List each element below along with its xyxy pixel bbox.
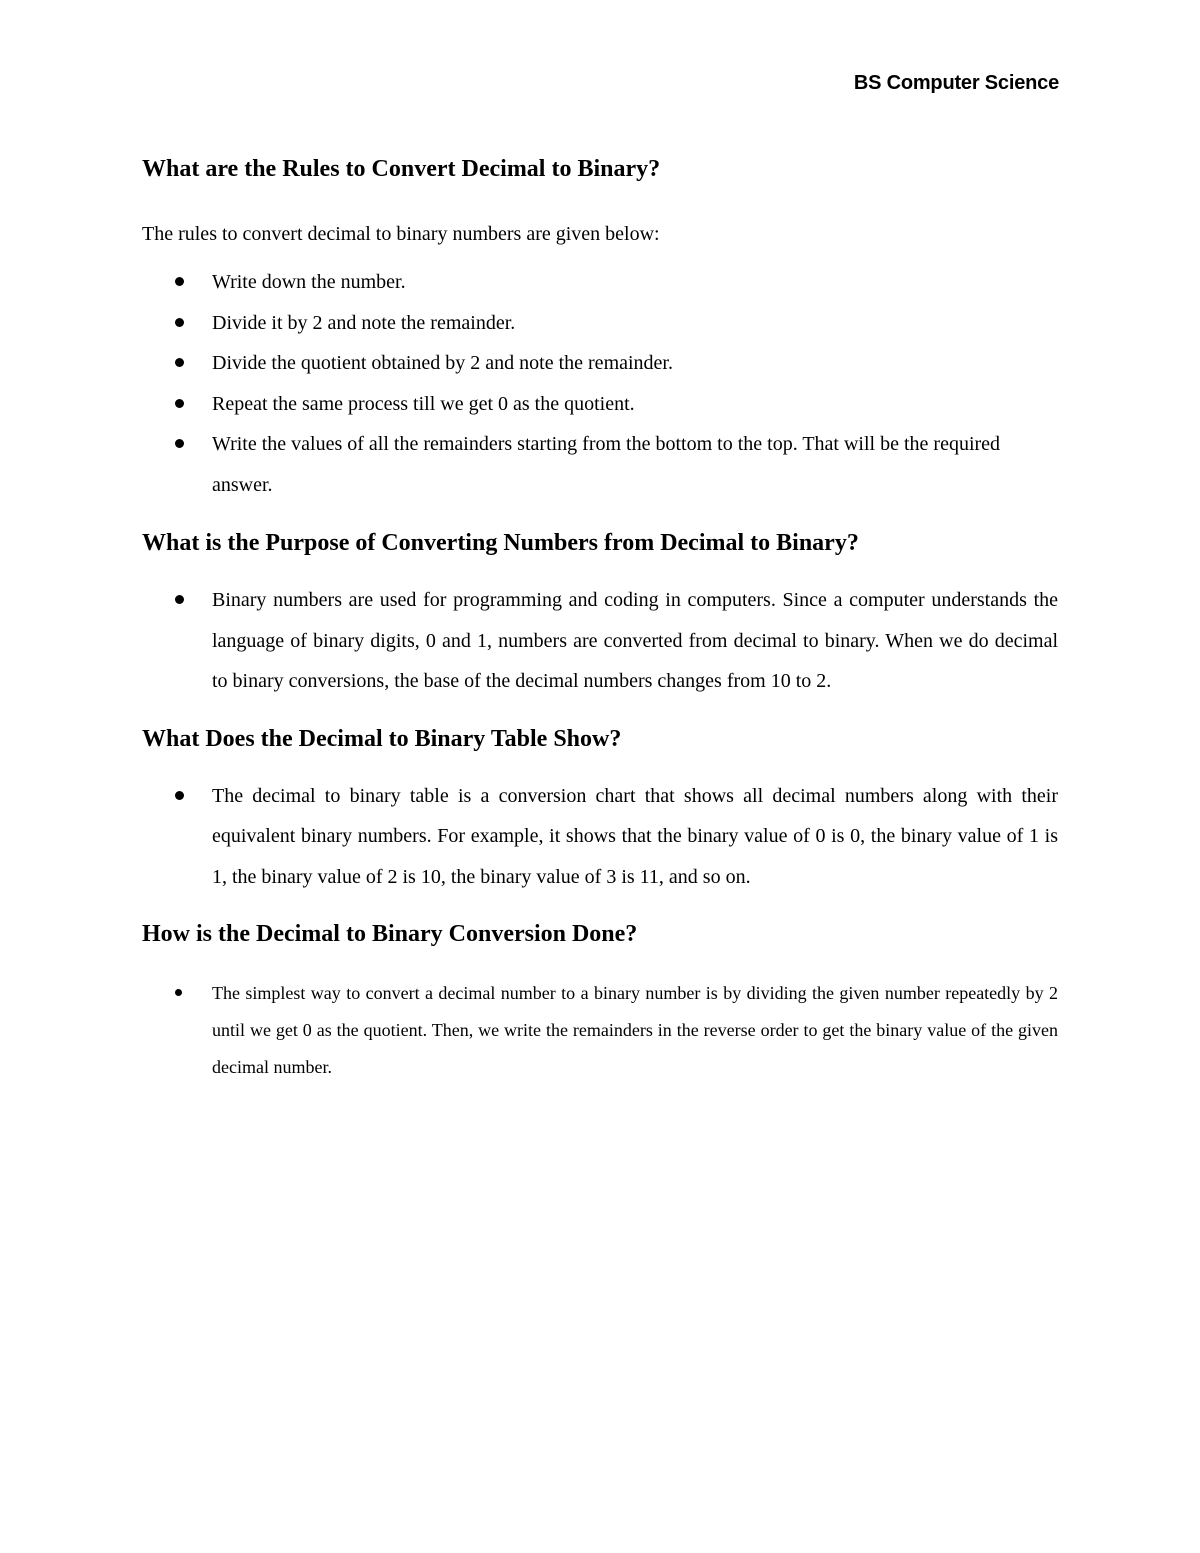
bullet-icon [175,318,184,327]
list-item-text: Divide it by 2 and note the remainder. [212,311,516,334]
list-item [142,975,1058,1086]
bullet-icon [175,595,184,604]
list-item-text: Repeat the same process till we get 0 as the quotient. [212,392,635,415]
list-item [142,384,1058,425]
list-item-text: Binary numbers are used for programming and coding in computers. Since a computer understands the language of binary digits, 0 and 1, numbers are converted from decimal to binary. When we do decimal to binary conversions, the base of the decimal numbers changes from 10 to 2. [212,589,1058,692]
bullet-list [142,580,1058,702]
bullet-icon [175,358,184,367]
bullet-icon [175,399,184,408]
list-item [142,776,1058,898]
list-item [142,343,1058,384]
page-header: BS Computer Science [853,72,1059,94]
list-item-text: Write the values of all the remainders starting from the bottom to the top. That will be the required answer. [212,433,1001,496]
list-item-text: The decimal to binary table is a conversion chart that shows all decimal numbers along with their equivalent binary numbers. For example, it shows that the binary value of 0 is 0, the binary value of 1 is 1, the binary value of 2 is 10, the binary value of 3 is 11, and so on. [212,784,1058,888]
section-heading: How is the Decimal to Binary Conversion Done? [142,921,638,947]
list-item-text: Divide the quotient obtained by 2 and note the remainder. [212,352,673,374]
list-item [142,303,1058,344]
section-intro: The rules to convert decimal to binary numbers are given below: [142,223,660,245]
list-item [142,424,1058,505]
section-table [142,722,1058,898]
bullet-list [142,262,1058,505]
section-conversion [142,917,1058,1086]
list-item-text: The simplest way to convert a decimal number to a binary number is by dividing the given number repeatedly by 2 until we get 0 as the quotient. Then, we write the remainders in the reverse order to get the binary value of the given decimal number. [212,983,1058,1077]
bullet-list [142,776,1058,898]
list-item [142,580,1058,702]
list-item-text: Write down the number. [212,271,406,293]
section-heading: What is the Purpose of Converting Numbers from Decimal to Binary? [142,530,859,556]
section-rules [142,152,1058,505]
bullet-icon [175,439,184,448]
section-purpose [142,526,1058,702]
bullet-icon [175,989,182,996]
section-heading: What are the Rules to Convert Decimal to Binary? [142,156,661,182]
list-item [142,262,1058,303]
bullet-icon [175,791,184,800]
bullet-list [142,975,1058,1086]
document-body [142,152,1058,1086]
bullet-icon [175,277,184,286]
section-heading: What Does the Decimal to Binary Table Show? [142,725,622,752]
